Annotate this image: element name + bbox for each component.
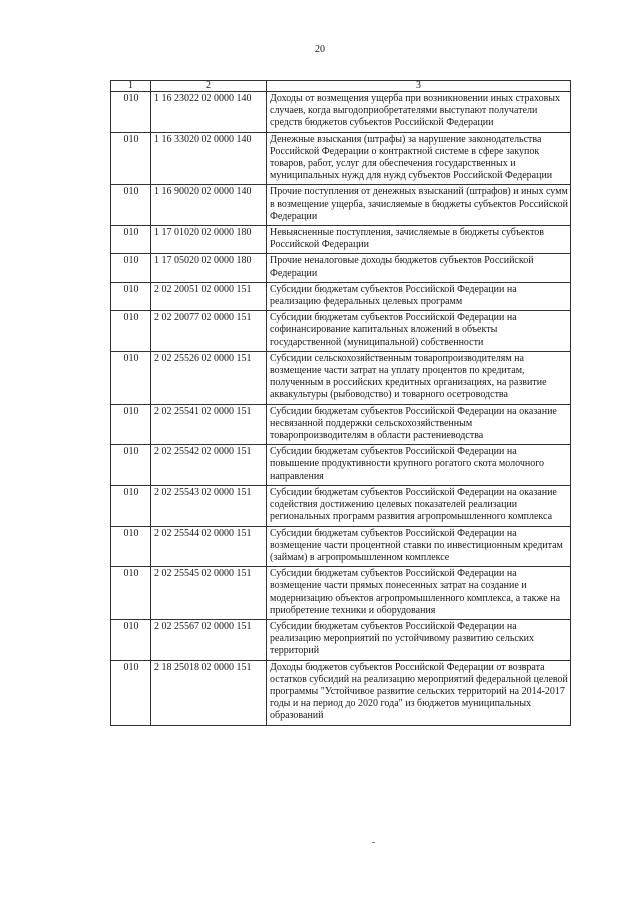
revenue-code-cell: 2 02 25543 02 0000 151 <box>151 485 267 526</box>
revenue-name-cell: Субсидии сельскохозяйственным товаропроизводителям на возмещение части затрат на уплату процентов по кредитам, полученным в российских кредитных организациях, на развитие аквакультуры (рыбоводство) и товарного осетроводства <box>267 351 571 404</box>
scan-mark <box>372 842 375 843</box>
header-row <box>111 81 571 92</box>
admin-code-cell: 010 <box>111 351 151 404</box>
table-header <box>111 81 571 92</box>
header-col-3: 3 <box>267 81 571 92</box>
revenue-name-cell: Прочие неналоговые доходы бюджетов субъектов Российской Федерации <box>267 254 571 282</box>
revenue-name-cell: Субсидии бюджетам субъектов Российской Федерации на оказание содействия достижению целевых показателей реализации региональных программ развития агропромышленного комплекса <box>267 485 571 526</box>
table-row <box>111 185 571 226</box>
revenue-name-cell: Доходы от возмещения ущерба при возникновении иных страховых случаев, когда выгодоприобретателями выступают получатели средств бюджетов субъектов Российской Федерации <box>267 92 571 133</box>
revenue-code-cell: 2 02 25526 02 0000 151 <box>151 351 267 404</box>
table-body <box>111 92 571 726</box>
admin-code-cell: 010 <box>111 567 151 620</box>
revenue-code-cell: 2 02 25567 02 0000 151 <box>151 619 267 660</box>
revenue-name-cell: Субсидии бюджетам субъектов Российской Федерации на возмещение части процентной ставки по инвестиционным кредитам (займам) в агропромышленном комплексе <box>267 526 571 567</box>
admin-code-cell: 010 <box>111 485 151 526</box>
revenue-code-cell: 1 17 01020 02 0000 180 <box>151 226 267 254</box>
admin-code-cell: 010 <box>111 92 151 133</box>
table-row <box>111 567 571 620</box>
table-row <box>111 404 571 445</box>
revenue-code-cell: 1 16 23022 02 0000 140 <box>151 92 267 133</box>
table-row <box>111 485 571 526</box>
revenue-name-cell: Субсидии бюджетам субъектов Российской Федерации на оказание несвязанной поддержки сельскохозяйственным товаропроизводителям в области растениеводства <box>267 404 571 445</box>
revenue-code-cell: 2 02 25544 02 0000 151 <box>151 526 267 567</box>
admin-code-cell: 010 <box>111 185 151 226</box>
header-col-1: 1 <box>111 81 151 92</box>
revenue-classification-table <box>110 80 571 726</box>
table-row <box>111 92 571 133</box>
revenue-code-cell: 2 18 25018 02 0000 151 <box>151 660 267 725</box>
table-row <box>111 132 571 185</box>
revenue-code-cell: 1 16 33020 02 0000 140 <box>151 132 267 185</box>
revenue-code-cell: 1 17 05020 02 0000 180 <box>151 254 267 282</box>
admin-code-cell: 010 <box>111 526 151 567</box>
table-row <box>111 254 571 282</box>
table-row <box>111 226 571 254</box>
revenue-name-cell: Невыясненные поступления, зачисляемые в бюджеты субъектов Российской Федерации <box>267 226 571 254</box>
revenue-name-cell: Доходы бюджетов субъектов Российской Федерации от возврата остатков субсидий на реализацию мероприятий федеральной целевой программы "Устойчивое развитие сельских территорий на 2014-2017 годы и на период до 2020 года" из бюджетов муниципальных образований <box>267 660 571 725</box>
table-row <box>111 526 571 567</box>
admin-code-cell: 010 <box>111 254 151 282</box>
revenue-code-cell: 1 16 90020 02 0000 140 <box>151 185 267 226</box>
revenue-code-cell: 2 02 25541 02 0000 151 <box>151 404 267 445</box>
admin-code-cell: 010 <box>111 619 151 660</box>
revenue-code-cell: 2 02 25542 02 0000 151 <box>151 445 267 486</box>
table-row <box>111 282 571 310</box>
revenue-name-cell: Субсидии бюджетам субъектов Российской Федерации на реализацию мероприятий по устойчивому развитию сельских территорий <box>267 619 571 660</box>
table-row <box>111 660 571 725</box>
admin-code-cell: 010 <box>111 445 151 486</box>
table-row <box>111 311 571 352</box>
table-row <box>111 351 571 404</box>
revenue-name-cell: Прочие поступления от денежных взысканий (штрафов) и иных сумм в возмещение ущерба, зачисляемые в бюджеты субъектов Российской Федерации <box>267 185 571 226</box>
admin-code-cell: 010 <box>111 282 151 310</box>
revenue-name-cell: Субсидии бюджетам субъектов Российской Федерации на возмещение части прямых понесенных затрат на создание и модернизацию объектов агропромышленного комплекса, а также на приобретение техники и оборудования <box>267 567 571 620</box>
admin-code-cell: 010 <box>111 226 151 254</box>
admin-code-cell: 010 <box>111 404 151 445</box>
revenue-name-cell: Субсидии бюджетам субъектов Российской Федерации на повышение продуктивности крупного рогатого скота молочного направления <box>267 445 571 486</box>
revenue-code-cell: 2 02 25545 02 0000 151 <box>151 567 267 620</box>
revenue-code-cell: 2 02 20077 02 0000 151 <box>151 311 267 352</box>
table-row <box>111 445 571 486</box>
revenue-code-cell: 2 02 20051 02 0000 151 <box>151 282 267 310</box>
admin-code-cell: 010 <box>111 311 151 352</box>
page-number: 20 <box>315 44 325 55</box>
revenue-name-cell: Субсидии бюджетам субъектов Российской Федерации на реализацию федеральных целевых программ <box>267 282 571 310</box>
admin-code-cell: 010 <box>111 132 151 185</box>
revenue-name-cell: Субсидии бюджетам субъектов Российской Федерации на софинансирование капитальных вложений в объекты государственной (муниципальной) собственности <box>267 311 571 352</box>
revenue-name-cell: Денежные взыскания (штрафы) за нарушение законодательства Российской Федерации о контрактной системе в сфере закупок товаров, работ, услуг для обеспечения государственных и муниципальных нужд для нужд субъектов Российской Федерации <box>267 132 571 185</box>
header-col-2: 2 <box>151 81 267 92</box>
table-row <box>111 619 571 660</box>
admin-code-cell: 010 <box>111 660 151 725</box>
